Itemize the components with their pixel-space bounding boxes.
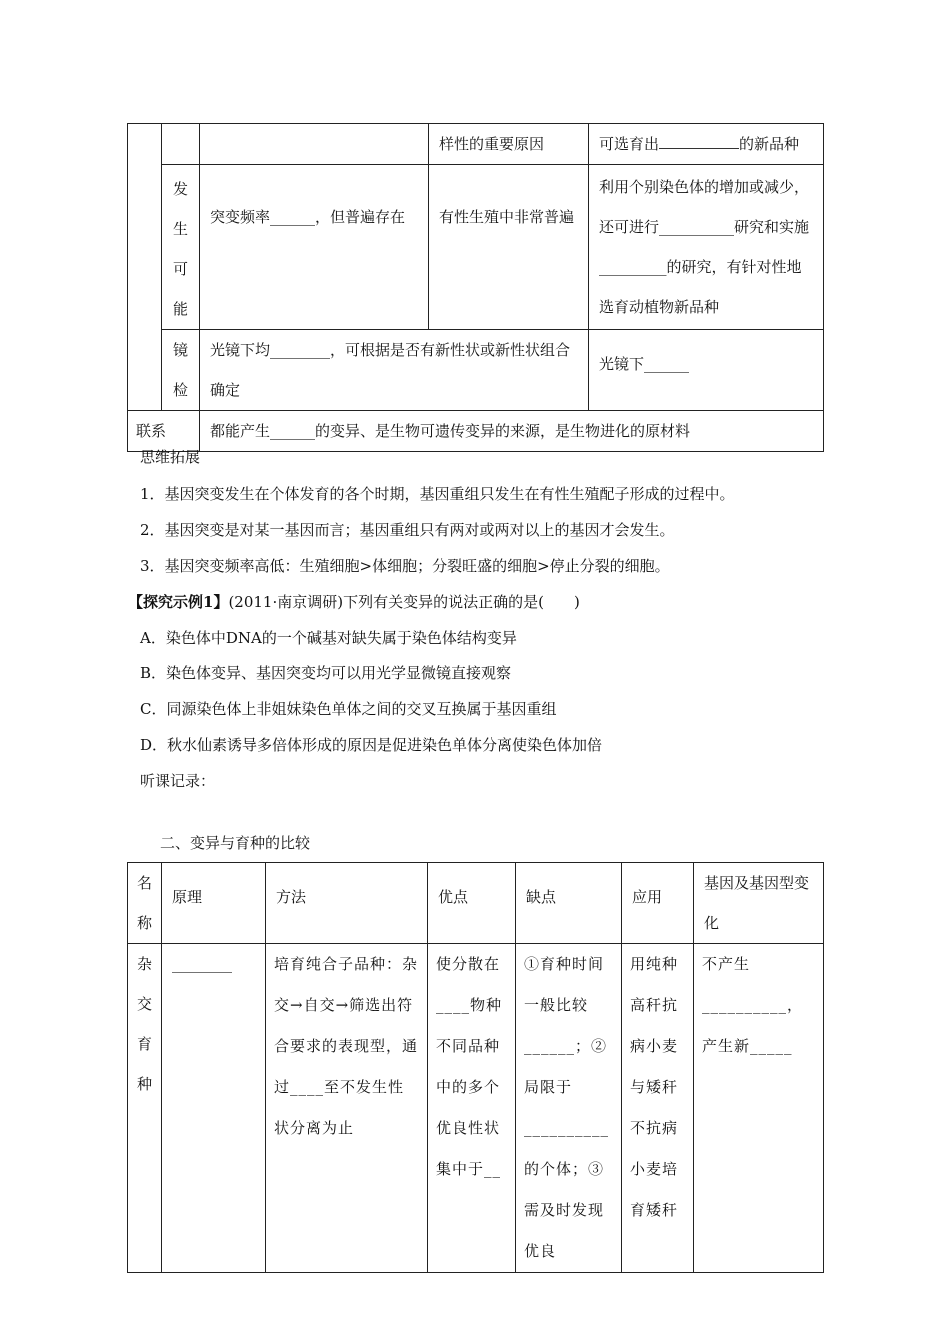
header-principle: 原理: [162, 863, 266, 944]
header-method: 方法: [266, 863, 428, 944]
cell-method: 培育纯合子品种：杂交→自交→筛选出符合要求的表现型，通过____至不发生性状分离为止: [266, 944, 428, 1273]
header-advantage: 优点: [428, 863, 516, 944]
cell-chrom-occurrence: 利用个别染色体的增加或减少，还可进行__________研究和实施_________的研究，有针对性地选育动植物新品种: [589, 165, 824, 330]
label-link: 联系: [128, 411, 200, 452]
breeding-comparison-table: [127, 862, 824, 1273]
cell-link: 都能产生______的变异、是生物可遗传变异的来源，是生物进化的原材料: [200, 411, 824, 452]
think-item-1: 1．基因突变发生在个体发育的各个时期，基因重组只发生在有性生殖配子形成的过程中。: [140, 485, 735, 503]
think-item-3: 3．基因突变频率高低：生殖细胞>体细胞；分裂旺盛的细胞>停止分裂的细胞。: [140, 557, 670, 575]
variation-comparison-table: [127, 123, 824, 452]
table-header-row: [128, 863, 824, 944]
fill-blank[interactable]: [659, 132, 739, 149]
table-row: [128, 330, 824, 411]
cell-application: 用纯种高秆抗病小麦与矮秆不抗病小麦培育矮秆: [622, 944, 694, 1273]
cell-chrom-significance: 可选育出 的新品种: [589, 124, 824, 165]
table-row: [128, 124, 824, 165]
option-a[interactable]: A．染色体中DNA的一个碱基对缺失属于染色体结构变异: [140, 629, 517, 647]
option-d[interactable]: D．秋水仙素诱导多倍体形成的原因是促进染色单体分离使染色体加倍: [140, 736, 603, 754]
cell-recomb-significance: 样性的重要原因: [429, 124, 589, 165]
cell-advantage: 使分散在____物种不同品种中的多个优良性状集中于__: [428, 944, 516, 1273]
option-c[interactable]: C．同源染色体上非姐妹染色单体之间的交叉互换属于基因重组: [140, 700, 557, 718]
table-row: [128, 411, 824, 452]
section-title-thinking: 思维拓展: [140, 448, 201, 466]
cell-gene-microscope: 光镜下均________，可根据是否有新性状或新性状组合确定: [200, 330, 589, 411]
cell-chrom-microscope: 光镜下______: [589, 330, 824, 411]
cell-gene-mutation-occurrence: 突变频率______，但普遍存在: [200, 165, 429, 330]
row-name-hybrid-breeding: 杂 交 育 种: [128, 944, 162, 1273]
notes-label: 听课记录：: [140, 772, 216, 790]
section-title-breeding: 二、变异与育种的比较: [160, 834, 311, 852]
header-disadvantage: 缺点: [516, 863, 622, 944]
header-gene-change: 基因及基因型变化: [694, 863, 824, 944]
option-b[interactable]: B．染色体变异、基因突变均可以用光学显微镜直接观察: [140, 664, 512, 682]
label-microscope: 镜 检: [162, 330, 200, 411]
header-application: 应用: [622, 863, 694, 944]
label-occurrence: 发 生 可 能: [162, 165, 200, 330]
example-stem: 【探究示例1】(2011·南京调研)下列有关变异的说法正确的是( ): [128, 593, 580, 611]
cell-disadvantage: ①育种时间一般比较______；②局限于__________的个体；③需及时发现优良: [516, 944, 622, 1273]
cell-principle: ________: [162, 944, 266, 1273]
cell-gene-change: 不产生__________，产生新_____: [694, 944, 824, 1273]
table-row: [128, 165, 824, 330]
example-label: 【探究示例1】: [128, 593, 229, 611]
cell-recomb-occurrence: 有性生殖中非常普遍: [429, 165, 589, 330]
think-item-2: 2．基因突变是对某一基因而言；基因重组只有两对或两对以上的基因才会发生。: [140, 521, 675, 539]
table-row: [128, 944, 824, 1273]
header-name: 名 称: [128, 863, 162, 944]
